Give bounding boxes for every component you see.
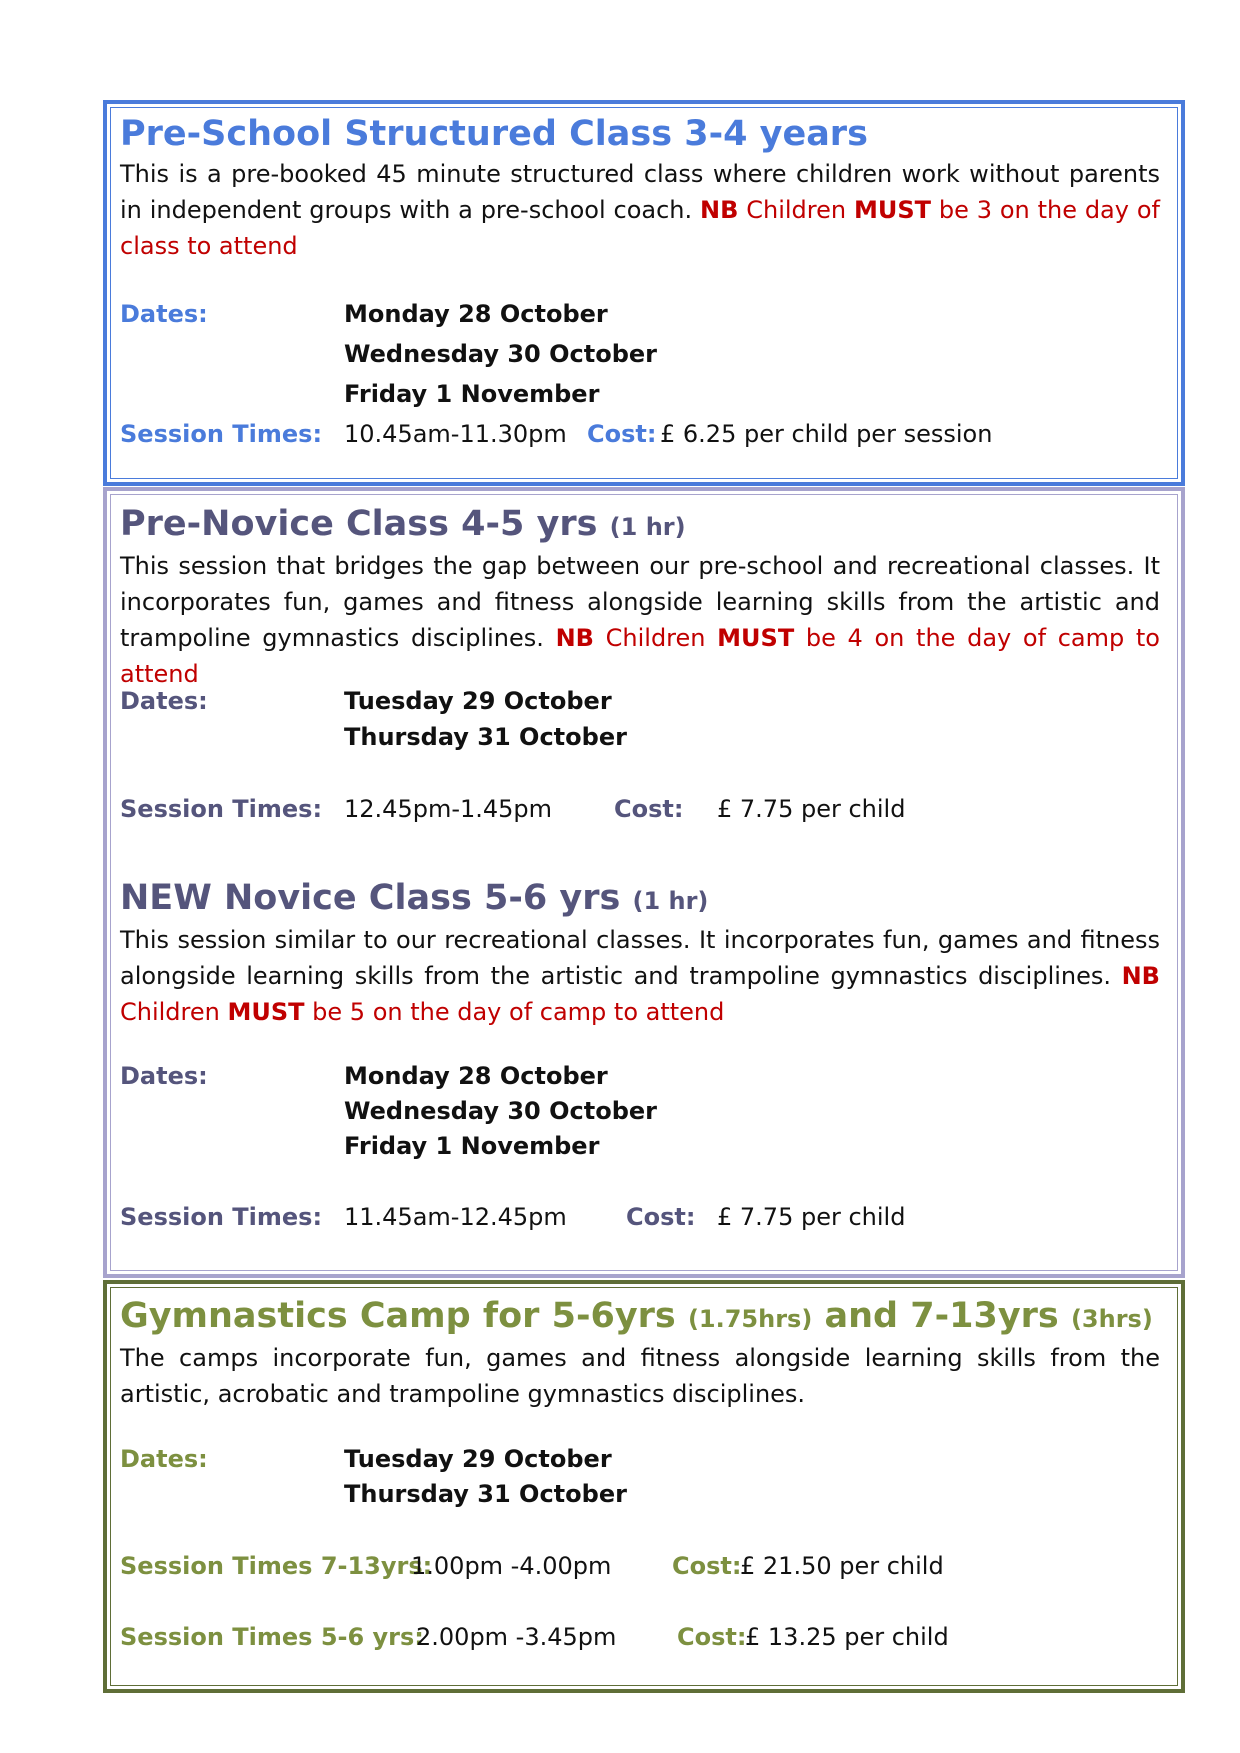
camp-date: Tuesday 29 October [344, 1445, 612, 1473]
preschool-session-label: Session Times: [120, 420, 323, 448]
prenovice-title-note: (1 hr) [609, 513, 686, 541]
preschool-dates-label: Dates: [120, 300, 208, 328]
prenovice-cost-label: Cost: [614, 795, 684, 823]
prenovice-session-time: 12.45pm-1.45pm [344, 795, 553, 823]
prenovice-title-text: Pre-Novice Class 4-5 yrs [120, 504, 598, 544]
preschool-cost-label: Cost: [587, 420, 657, 448]
preschool-description [120, 156, 1160, 264]
camp-session-older-time: 1.00pm -4.00pm [411, 1552, 612, 1580]
camp-session-younger-time: 2.00pm -3.45pm [416, 1623, 617, 1651]
preschool-date: Wednesday 30 October [344, 340, 657, 368]
prenovice-description [120, 548, 1160, 692]
camp-title-a-note: (1.75hrs) [687, 1305, 813, 1333]
novice-date: Friday 1 November [344, 1132, 600, 1160]
preschool-must: MUST [853, 196, 931, 224]
preschool-desc-text: This is a pre-booked 45 minute structured class where children work without parents in independent groups with a pre-school coach. [120, 160, 1160, 224]
novice-session-time: 11.45am-12.45pm [344, 1203, 567, 1231]
preschool-title: Pre-School Structured Class 3-4 years [120, 114, 868, 154]
prenovice-cost-value: £ 7.75 per child [717, 795, 906, 823]
prenovice-desc-text: This session that bridges the gap between our pre-school and recreational classes. It incorporates fun, games and fitness alongside learning skills from the artistic and trampoline gymnastics disciplines. [120, 552, 1160, 652]
camp-desc-text: The camps incorporate fun, games and fitness alongside learning skills from the artistic, acrobatic and trampoline gymnastics disciplines. [120, 1344, 1160, 1408]
prenovice-children: Children [605, 624, 706, 652]
camp-dates-label: Dates: [120, 1445, 208, 1473]
novice-desc-text: This session similar to our recreational classes. It incorporates fun, games and fitness alongside learning skills from the artistic and trampoline gymnastics disciplines. [120, 926, 1160, 990]
camp-description [120, 1340, 1160, 1412]
novice-title [120, 876, 708, 923]
preschool-date: Monday 28 October [344, 300, 608, 328]
camp-title-a: Gymnastics Camp for 5-6yrs [120, 1296, 676, 1336]
novice-must: MUST [227, 998, 305, 1026]
camp-session-older-label: Session Times 7-13yrs: [120, 1552, 433, 1580]
preschool-session-time: 10.45am-11.30pm [344, 420, 567, 448]
novice-requirement: be 5 on the day of camp to attend [312, 998, 725, 1026]
prenovice-session-label: Session Times: [120, 795, 323, 823]
preschool-requirement: be 3 on the day of class to attend [120, 196, 1160, 260]
novice-title-note: (1 hr) [632, 887, 709, 915]
camp-date: Thursday 31 October [344, 1480, 627, 1508]
camp-session-younger-label: Session Times 5-6 yrs: [120, 1623, 424, 1651]
novice-nb: NB [1121, 962, 1160, 990]
prenovice-nb: NB [555, 624, 594, 652]
preschool-cost-value: £ 6.25 per child per session [660, 420, 993, 448]
novice-description [120, 922, 1160, 1030]
novice-title-text: NEW Novice Class 5-6 yrs [120, 878, 621, 918]
prenovice-date: Tuesday 29 October [344, 687, 612, 715]
camp-cost-older-value: £ 21.50 per child [740, 1552, 944, 1580]
camp-cost-younger-value: £ 13.25 per child [745, 1623, 949, 1651]
prenovice-dates-label: Dates: [120, 687, 208, 715]
prenovice-title [120, 502, 686, 549]
camp-title-b-note: (3hrs) [1070, 1305, 1153, 1333]
camp-title-b: and 7-13yrs [824, 1296, 1059, 1336]
prenovice-must: MUST [717, 624, 795, 652]
camp-cost-older-label: Cost: [672, 1552, 742, 1580]
preschool-nb: NB [699, 196, 739, 224]
camp-cost-younger-label: Cost: [677, 1623, 747, 1651]
prenovice-requirement: be 4 on the day of camp to attend [120, 624, 1160, 688]
preschool-children: Children [746, 196, 847, 224]
novice-date: Wednesday 30 October [344, 1097, 657, 1125]
novice-cost-value: £ 7.75 per child [717, 1203, 906, 1231]
prenovice-date: Thursday 31 October [344, 723, 627, 751]
novice-dates-label: Dates: [120, 1062, 208, 1090]
novice-date: Monday 28 October [344, 1062, 608, 1090]
preschool-date: Friday 1 November [344, 380, 600, 408]
novice-session-label: Session Times: [120, 1203, 323, 1231]
novice-cost-label: Cost: [626, 1203, 696, 1231]
camp-title [120, 1294, 1153, 1341]
novice-children: Children [120, 998, 220, 1026]
